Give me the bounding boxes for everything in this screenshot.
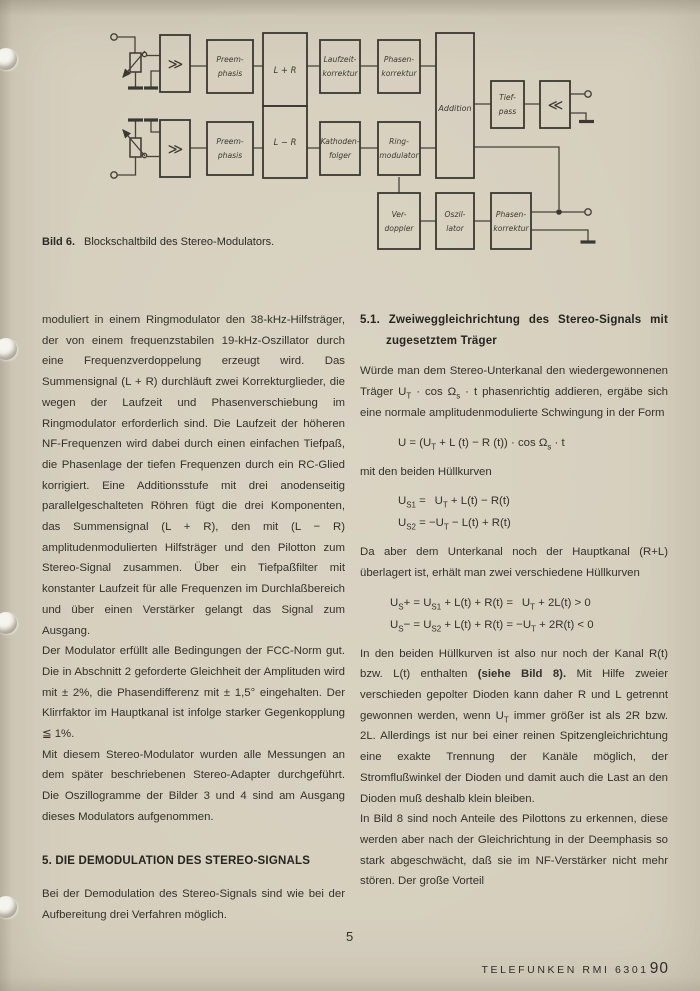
paragraph: In Bild 8 sind noch Anteile des Pilottons zu erkennen, diese werden aber nach der Gleichrichtung in der Deemphasis so stark abgeschwächt, daß sie im NF-Verstärker nicht mehr stören. Der große Vorteil bbox=[360, 813, 668, 888]
svg-text:Tief-: Tief- bbox=[499, 93, 516, 102]
block-tiefpass bbox=[491, 81, 524, 128]
svg-text:Addition: Addition bbox=[438, 104, 472, 113]
amplifier-chevron-icon: ≫ bbox=[167, 55, 183, 73]
block-phasenkorrektur-1 bbox=[378, 40, 420, 93]
svg-text:Phasen-: Phasen- bbox=[495, 210, 527, 219]
block-oszillator bbox=[436, 193, 474, 249]
formula-us-plus: $U_S+ = U_{S1} + L(t) + R(t)$ = $U_T + 2L(t) > 0$ bbox=[390, 596, 591, 611]
svg-text:Preem-: Preem- bbox=[216, 55, 244, 64]
formula-envelopes bbox=[398, 490, 668, 534]
amplifier-chevron-icon: ≫ bbox=[167, 140, 183, 158]
input-network-right-channel bbox=[111, 120, 160, 178]
svg-text:folger: folger bbox=[328, 151, 352, 160]
formula-u: $U = (U_T + L$ (t) − R $(t)) \cdot \cos \Omega_s \cdot t$ bbox=[398, 436, 565, 451]
junction-dot-icon bbox=[556, 209, 562, 215]
paragraph: Der Modulator erfüllt alle Bedingungen der FCC-Norm gut. Die in Abschnitt 2 geforderte Gleichheit der Amplituden wird mit ± 2%, die Phasendifferenz mit ± 1,5° eingehalten. Der Klirrfaktor im Hauptkanal ist infolge starker Gegenkopplung ≦ 1%. bbox=[42, 645, 345, 741]
block-ringmodulator bbox=[378, 122, 420, 175]
svg-text:Laufzeit-: Laufzeit- bbox=[323, 55, 357, 64]
section-heading-demodulation: 5. DIE DEMODULATION DES STEREO-SIGNALS bbox=[42, 854, 311, 867]
page-number: 5 bbox=[346, 929, 354, 944]
output-terminal-icon bbox=[585, 91, 591, 97]
svg-text:Preem-: Preem- bbox=[216, 137, 244, 146]
block-addition bbox=[436, 33, 474, 178]
input-terminal-icon bbox=[111, 34, 117, 40]
wiper-terminal-icon bbox=[142, 52, 146, 56]
svg-text:korrektur: korrektur bbox=[381, 69, 417, 78]
block-amplifier-2 bbox=[160, 120, 190, 177]
svg-text:L + R: L + R bbox=[273, 65, 297, 75]
block-phasenkorrektur-2 bbox=[491, 193, 531, 249]
figure-caption-label: Bild 6. bbox=[42, 236, 76, 248]
left-column bbox=[42, 310, 345, 926]
paragraph: Da aber dem Unterkanal noch der Hauptkanal (R+L) überlagert ist, erhält man zwei verschiedene Hüllkurven bbox=[360, 546, 668, 579]
svg-text:Phasen-: Phasen- bbox=[383, 55, 415, 64]
svg-text:Oszil-: Oszil- bbox=[444, 210, 466, 219]
svg-text:Kathoden-: Kathoden- bbox=[320, 137, 360, 146]
svg-text:L − R: L − R bbox=[273, 137, 297, 147]
punch-hole bbox=[0, 896, 17, 918]
paragraph: Würde man dem Stereo-Unterkanal den wiedergewonnenen Träger $U_T \cdot \cos \Omega_s \cdot t$ phasenrichtig addieren, ergäbe sich eine normale amplitudenmodulierte Schwingung in der Form bbox=[360, 365, 668, 419]
svg-text:phasis: phasis bbox=[217, 151, 243, 160]
block-amplifier-1 bbox=[160, 35, 190, 92]
block-diagram-stereo-modulator bbox=[85, 25, 605, 260]
figure-caption-text: Blockschaltbild des Stereo-Modulators. bbox=[84, 236, 275, 248]
right-column bbox=[360, 310, 668, 892]
figure-caption bbox=[42, 236, 274, 248]
block-sum-matrix bbox=[263, 33, 307, 106]
input-terminal-icon bbox=[111, 172, 117, 178]
footer-page-number: 90 bbox=[649, 960, 669, 977]
block-output-amplifier bbox=[540, 81, 570, 128]
svg-text:korrektur: korrektur bbox=[322, 69, 358, 78]
block-preemphasis-1 bbox=[207, 40, 253, 93]
svg-text:doppler: doppler bbox=[384, 224, 414, 233]
block-verdoppler bbox=[378, 193, 420, 249]
punch-hole bbox=[0, 48, 17, 70]
svg-text:pass: pass bbox=[498, 107, 517, 116]
paragraph: Bei der Demodulation des Stereo-Signals sind wie bei der Aufbereitung drei Verfahren möglich. bbox=[42, 888, 345, 921]
paragraph: moduliert in einem Ringmodulator den 38-kHz-Hilfsträger, der von einem frequenzstabilen 19-kHz-Oszillator durch eine Frequenzverdoppelung erzeugt wird. Das Summensignal (L + R) durchläuft zwei Korrekturglieder, die wegen der Laufzeit und Phasenverschiebung im Ringmodulator erforderlich sind. Die Laufzeit der höheren NF-Frequenzen wird dabei durch einen einfachen Tiefpaß, die Phasenlage der tiefen Frequenzen durch ein RC-Glied korrigiert. Eine Additionsstufe mit drei anodenseitig parallelgeschalteten Röhren fügt die drei Komponenten, das Summensignal (L + R), den mit (L − R) amplitudenmodulierten Hilfsträger und den Pilotton zum Stereo-Signal zusammen. Über ein Tiefpaßfilter mit konstanter Laufzeit für alle Frequenzen im Durchlaßbereich und über einen Verstärker gelangt das Signal zum Ausgang. bbox=[42, 314, 345, 637]
svg-text:korrektur: korrektur bbox=[493, 224, 529, 233]
subsection-heading-zweiweggleichrichtung bbox=[360, 310, 668, 351]
block-kathodenfolger bbox=[320, 122, 360, 175]
amplifier-chevron-icon: ≪ bbox=[547, 96, 563, 114]
formula-us2: $U_{S2} = -U_T - L(t) + R(t)$ bbox=[398, 517, 511, 532]
punch-hole bbox=[0, 612, 17, 634]
heading-text: Zweiweggleichrichtung des Stereo-Signals mit zugesetztem Träger bbox=[386, 314, 668, 347]
svg-text:Ring-: Ring- bbox=[389, 137, 409, 146]
paragraph: mit den beiden Hüllkurven bbox=[360, 465, 492, 478]
paragraph: Mit diesem Stereo-Modulator wurden alle Messungen an dem später beschriebenen Stereo-Adapter durchgeführt. Die Oszillogramme der Bilder 3 und 4 sind am Ausgang dieses Modulators aufgenommen. bbox=[42, 748, 345, 823]
block-laufzeitkorrektur bbox=[320, 40, 360, 93]
footer bbox=[481, 960, 669, 978]
heading-number: 5.1. bbox=[360, 314, 380, 326]
formula-us1: $U_{S1}$ = $U_T + L(t) - R(t)$ bbox=[398, 495, 510, 510]
input-network-left-channel bbox=[111, 34, 160, 88]
svg-text:lator: lator bbox=[446, 224, 464, 233]
punch-hole bbox=[0, 338, 17, 360]
svg-text:phasis: phasis bbox=[217, 69, 243, 78]
formula-us-minus: $U_S- = U_{S2} + L(t) + R(t) = -U_T + 2R(t) < 0$ bbox=[390, 618, 594, 633]
paragraph: In den beiden Hüllkurven ist also nur noch der Kanal R(t) bzw. L(t) enthalten (siehe Bild 8). Mit Hilfe zweier verschieden gepolter Dioden kann daher R und L getrennt gewonnen werden, wenn $U_T$ immer größer ist als 2R bzw. 2L. Allerdings ist nur bei einer reinen Spitzengleichrichtung eine exakte Trennung der Kanäle möglich, der Stromflußwinkel der Dioden und damit auch die Last an den Dioden muß deshalb klein bleiben. bbox=[360, 647, 669, 805]
footer-brand: TELEFUNKEN RMI 6301 bbox=[481, 964, 649, 976]
pilot-terminal-icon bbox=[585, 209, 591, 215]
svg-text:Ver-: Ver- bbox=[391, 210, 407, 219]
formula-envelopes-sum bbox=[390, 592, 668, 636]
svg-text:modulator: modulator bbox=[379, 151, 419, 160]
block-diff-matrix bbox=[263, 106, 307, 178]
block-preemphasis-2 bbox=[207, 122, 253, 175]
